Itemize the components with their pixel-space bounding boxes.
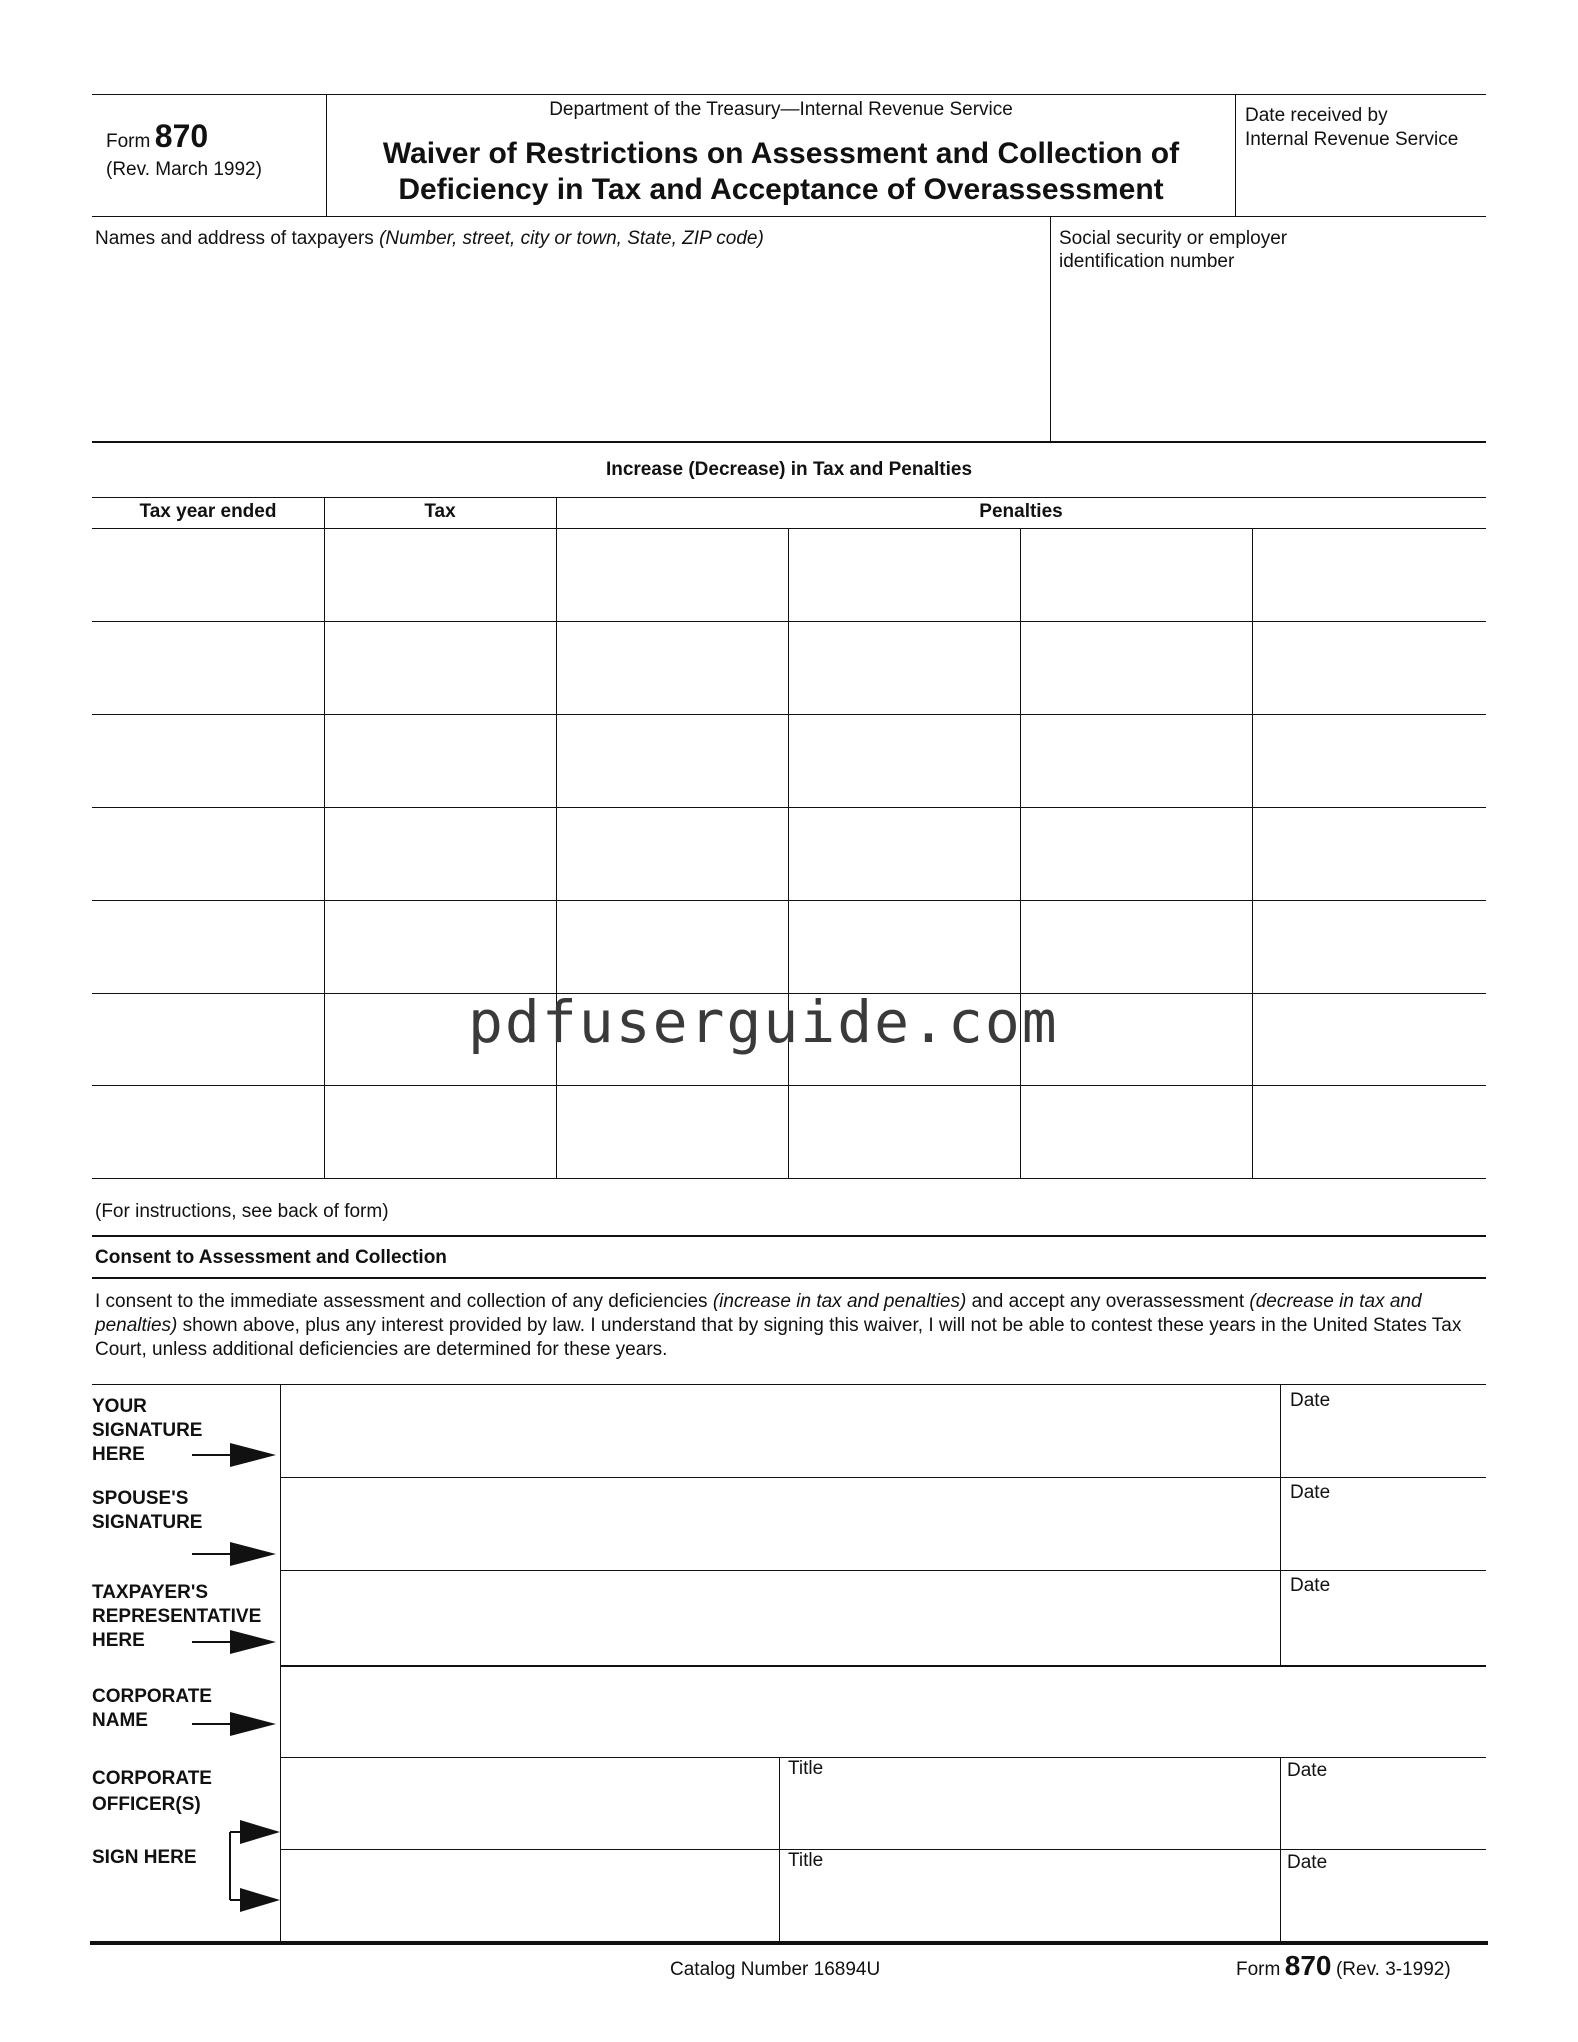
label-line: SIGNATURE (92, 1420, 203, 1441)
consent-text-italic: (increase in tax and penalties) (712, 1291, 967, 1312)
officer2-date-label: Date (1287, 1852, 1328, 1873)
representative-date-field[interactable] (1282, 1572, 1486, 1664)
consent-heading: Consent to Assessment and Collection (95, 1247, 447, 1268)
officer1-date-field[interactable] (1282, 1759, 1486, 1848)
table-col-divider (1020, 528, 1021, 1178)
corporate-name-field[interactable] (282, 1668, 1486, 1756)
footer-form-id (1236, 1950, 1451, 1982)
signature-row-rule (280, 1570, 1486, 1571)
footer-form-word: Form (1236, 1959, 1281, 1980)
bracket-arrows-icon (222, 1814, 282, 1918)
officer2-title-label: Title (788, 1850, 824, 1871)
consent-heading-rule (92, 1277, 1486, 1279)
officer1-date-label: Date (1287, 1760, 1328, 1781)
officer2-signature-field[interactable] (282, 1851, 778, 1941)
consent-text: and accept any overassessment (966, 1291, 1250, 1312)
signature-row-rule (280, 1849, 1486, 1850)
form-title-line2: Deficiency in Tax and Acceptance of Overassessment (398, 173, 1164, 206)
signature-top-rule (92, 1384, 1486, 1385)
title-column-divider (779, 1757, 780, 1942)
footer-form-number: 870 (1284, 1950, 1332, 1981)
date-received-label-line2: Internal Revenue Service (1245, 129, 1459, 150)
consent-text: shown above, plus any interest provided by law. I understand that by signing this waiver, I will not be able to contest these years in the United States Tax Court, unless additional deficiencies are determined for these years. (95, 1315, 1462, 1360)
form-number: 870 (154, 118, 209, 154)
label-line: HERE (92, 1444, 145, 1465)
arrow-right-icon (192, 1540, 276, 1568)
arrow-right-icon (192, 1441, 276, 1469)
consent-text-italic: (decrease in tax and penalties) (95, 1291, 1422, 1336)
representative-signature-field[interactable] (282, 1572, 1278, 1664)
taxpayer-names-label (95, 227, 764, 251)
label-line: SPOUSE'S (92, 1488, 189, 1509)
label-line: OFFICER(S) (92, 1794, 201, 1815)
table-row (92, 1085, 1486, 1086)
your-signature-date-field[interactable] (1282, 1386, 1486, 1476)
spouse-date-label: Date (1290, 1482, 1331, 1503)
watermark: pdfuserguide.com (468, 988, 1059, 1056)
form-identifier (106, 118, 208, 155)
catalog-number: Catalog Number 16894U (670, 1959, 881, 1980)
label-line: HERE (92, 1630, 145, 1651)
date-received-label-line1: Date received by (1245, 105, 1388, 126)
arrow-right-icon (192, 1628, 276, 1656)
table-col-divider (788, 528, 789, 1178)
arrow-right-icon (192, 1710, 276, 1738)
corporate-officer-label (92, 1766, 212, 1818)
sign-here-label: SIGN HERE (92, 1847, 197, 1868)
header-top-rule (92, 94, 1486, 95)
taxpayer-divider (1050, 216, 1051, 442)
table-header-top-rule (92, 497, 1486, 498)
table-caption: Increase (Decrease) in Tax and Penalties (605, 459, 973, 480)
taxpayer-bottom-rule (92, 441, 1486, 443)
your-signature-label (92, 1395, 202, 1467)
footer-form-revision: (Rev. 3-1992) (1335, 1959, 1451, 1980)
label-line: NAME (92, 1710, 148, 1731)
table-col-divider (324, 497, 325, 1178)
officer2-title-field[interactable] (781, 1851, 1279, 1941)
spouse-signature-field[interactable] (282, 1479, 1278, 1569)
form-revision: (Rev. March 1992) (106, 159, 262, 180)
label-line: SIGNATURE (92, 1512, 203, 1533)
spouse-date-field[interactable] (1282, 1479, 1486, 1569)
col-header-tax: Tax (424, 501, 456, 522)
table-row (92, 714, 1486, 715)
table-header-bottom-rule (92, 528, 1486, 529)
col-header-tax-year: Tax year ended (139, 501, 277, 522)
label-line: REPRESENTATIVE (92, 1606, 262, 1627)
officer1-title-field[interactable] (781, 1759, 1279, 1848)
taxpayer-names-text: Names and address of taxpayers (95, 228, 374, 249)
taxpayer-names-hint: (Number, street, city or town, State, ZIP code) (379, 228, 764, 249)
table-row (92, 807, 1486, 808)
date-column-divider (1280, 1384, 1281, 1667)
table-bottom-rule (92, 1178, 1486, 1179)
label-line: CORPORATE (92, 1768, 212, 1789)
consent-text: I consent to the immediate assessment and collection of any deficiencies (95, 1291, 713, 1312)
instructions-note: (For instructions, see back of form) (95, 1201, 389, 1222)
your-signature-date-label: Date (1290, 1390, 1331, 1411)
agency-name: Department of the Treasury—Internal Revenue Service (549, 99, 1013, 120)
label-line: CORPORATE (92, 1686, 212, 1707)
form-title-line1: Waiver of Restrictions on Assessment and Collection of (382, 137, 1180, 170)
consent-paragraph (95, 1290, 1475, 1362)
date-column-divider (1280, 1757, 1281, 1942)
officer1-signature-field[interactable] (282, 1759, 778, 1848)
table-row (92, 900, 1486, 901)
table-col-divider (1252, 528, 1253, 1178)
signature-row-rule-heavy (280, 1665, 1486, 1667)
officer2-date-field[interactable] (1282, 1851, 1486, 1941)
representative-date-label: Date (1290, 1575, 1331, 1596)
form-word: Form (106, 131, 151, 152)
table-row (92, 621, 1486, 622)
label-line: TAXPAYER'S (92, 1582, 209, 1603)
your-signature-field[interactable] (282, 1386, 1278, 1476)
consent-top-rule (92, 1235, 1486, 1237)
ssn-label-line2: identification number (1059, 251, 1235, 272)
signature-row-rule (280, 1477, 1486, 1478)
signature-row-rule (280, 1757, 1486, 1758)
header-bottom-rule (92, 216, 1486, 217)
ssn-label-line1: Social security or employer (1059, 228, 1288, 249)
table-col-divider (556, 497, 557, 1178)
officer1-title-label: Title (788, 1758, 824, 1779)
label-line: YOUR (92, 1396, 147, 1417)
col-header-penalties: Penalties (979, 501, 1063, 522)
form-bottom-rule (90, 1941, 1488, 1945)
spouse-signature-label (92, 1487, 202, 1535)
